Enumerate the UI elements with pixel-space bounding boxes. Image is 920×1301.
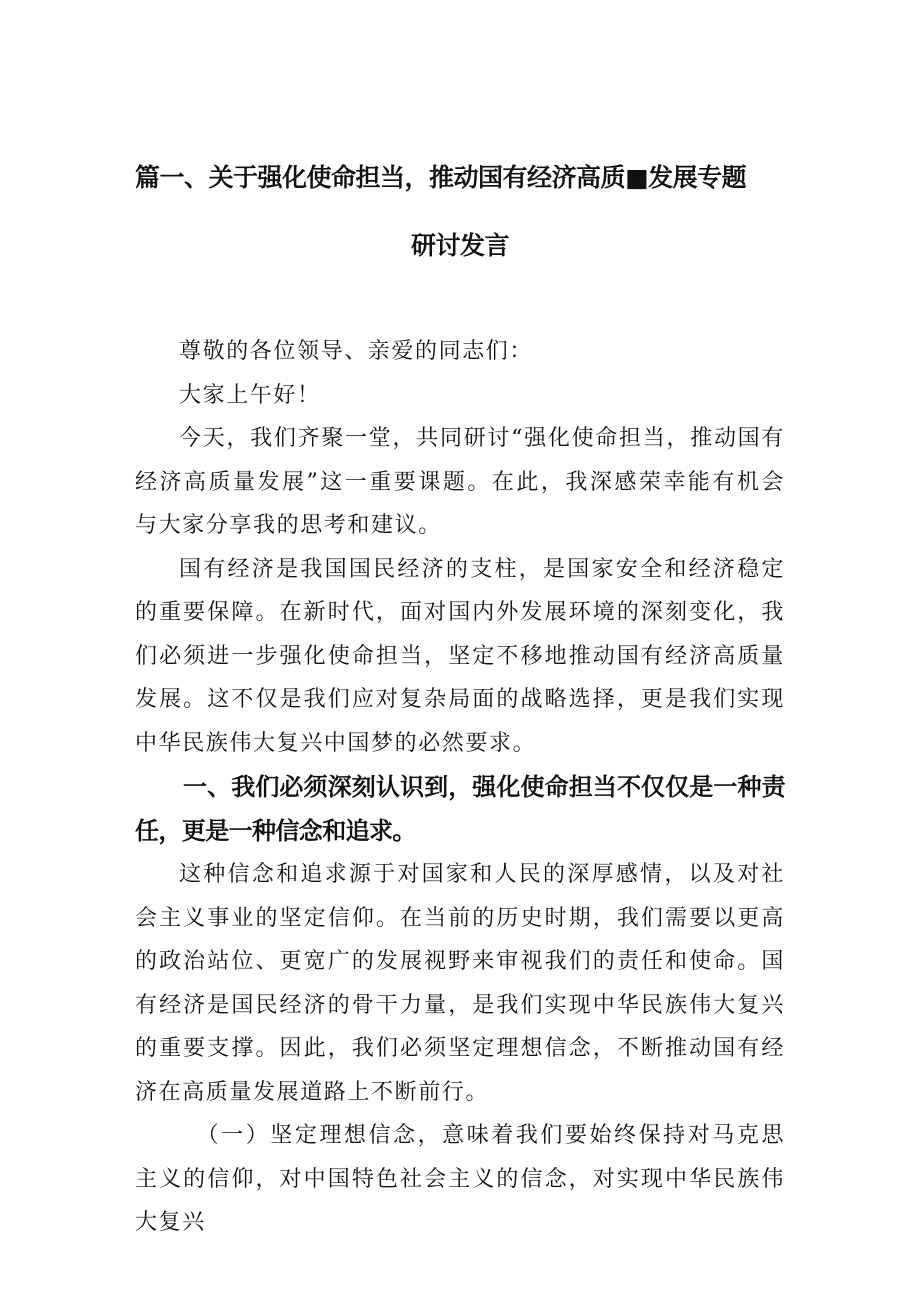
section-1-paragraph: 这种信念和追求源于对国家和人民的深厚感情，以及对社会主义事业的坚定信仰。在当前的历史时期，我们需要以更高的政治站位、更宽广的发展视野来审视我们的责任和使命。国有经济是国民经济的骨干力量，是我们实现中华民族伟大复兴的重要支撑。因此，我们必须坚定理想信念，不断推动国有经济在高质量发展道路上不断前行。	[135, 862, 785, 1105]
paragraph-intro: 今天，我们齐聚一堂，共同研讨“强化使命担当，推动国有经济高质量发展”这一重要课题。在此，我深感荣幸能有机会与大家分享我的思考和建议。	[135, 426, 785, 538]
document-title-line-2: 研讨发言	[410, 231, 509, 260]
document-title-line-1: 篇一、关于强化使命担当，推动国有经济高质■发展专题	[135, 163, 747, 192]
greeting: 大家上午好！	[179, 382, 321, 408]
paragraph-background: 国有经济是我国国民经济的支柱，是国家安全和经济稳定的重要保障。在新时代，面对国内外发展环境的深刻变化，我们必须进一步强化使命担当，坚定不移地推动国有经济高质量发展。这不仅是我们应对复杂局面的战略选择，更是我们实现中华民族伟大复兴中国梦的必然要求。	[135, 556, 785, 756]
document-body	[135, 330, 785, 1245]
section-heading-1: 一、我们必须深刻认识到，强化使命担当不仅仅是一种责任，更是一种信念和追求。	[135, 773, 785, 845]
subsection-1-paragraph: （一）坚定理想信念，意味着我们要始终保持对马克思主义的信仰，对中国特色社会主义的信念，对实现中华民族伟大复兴	[135, 1123, 785, 1235]
salutation: 尊敬的各位领导、亲爱的同志们：	[179, 339, 534, 364]
